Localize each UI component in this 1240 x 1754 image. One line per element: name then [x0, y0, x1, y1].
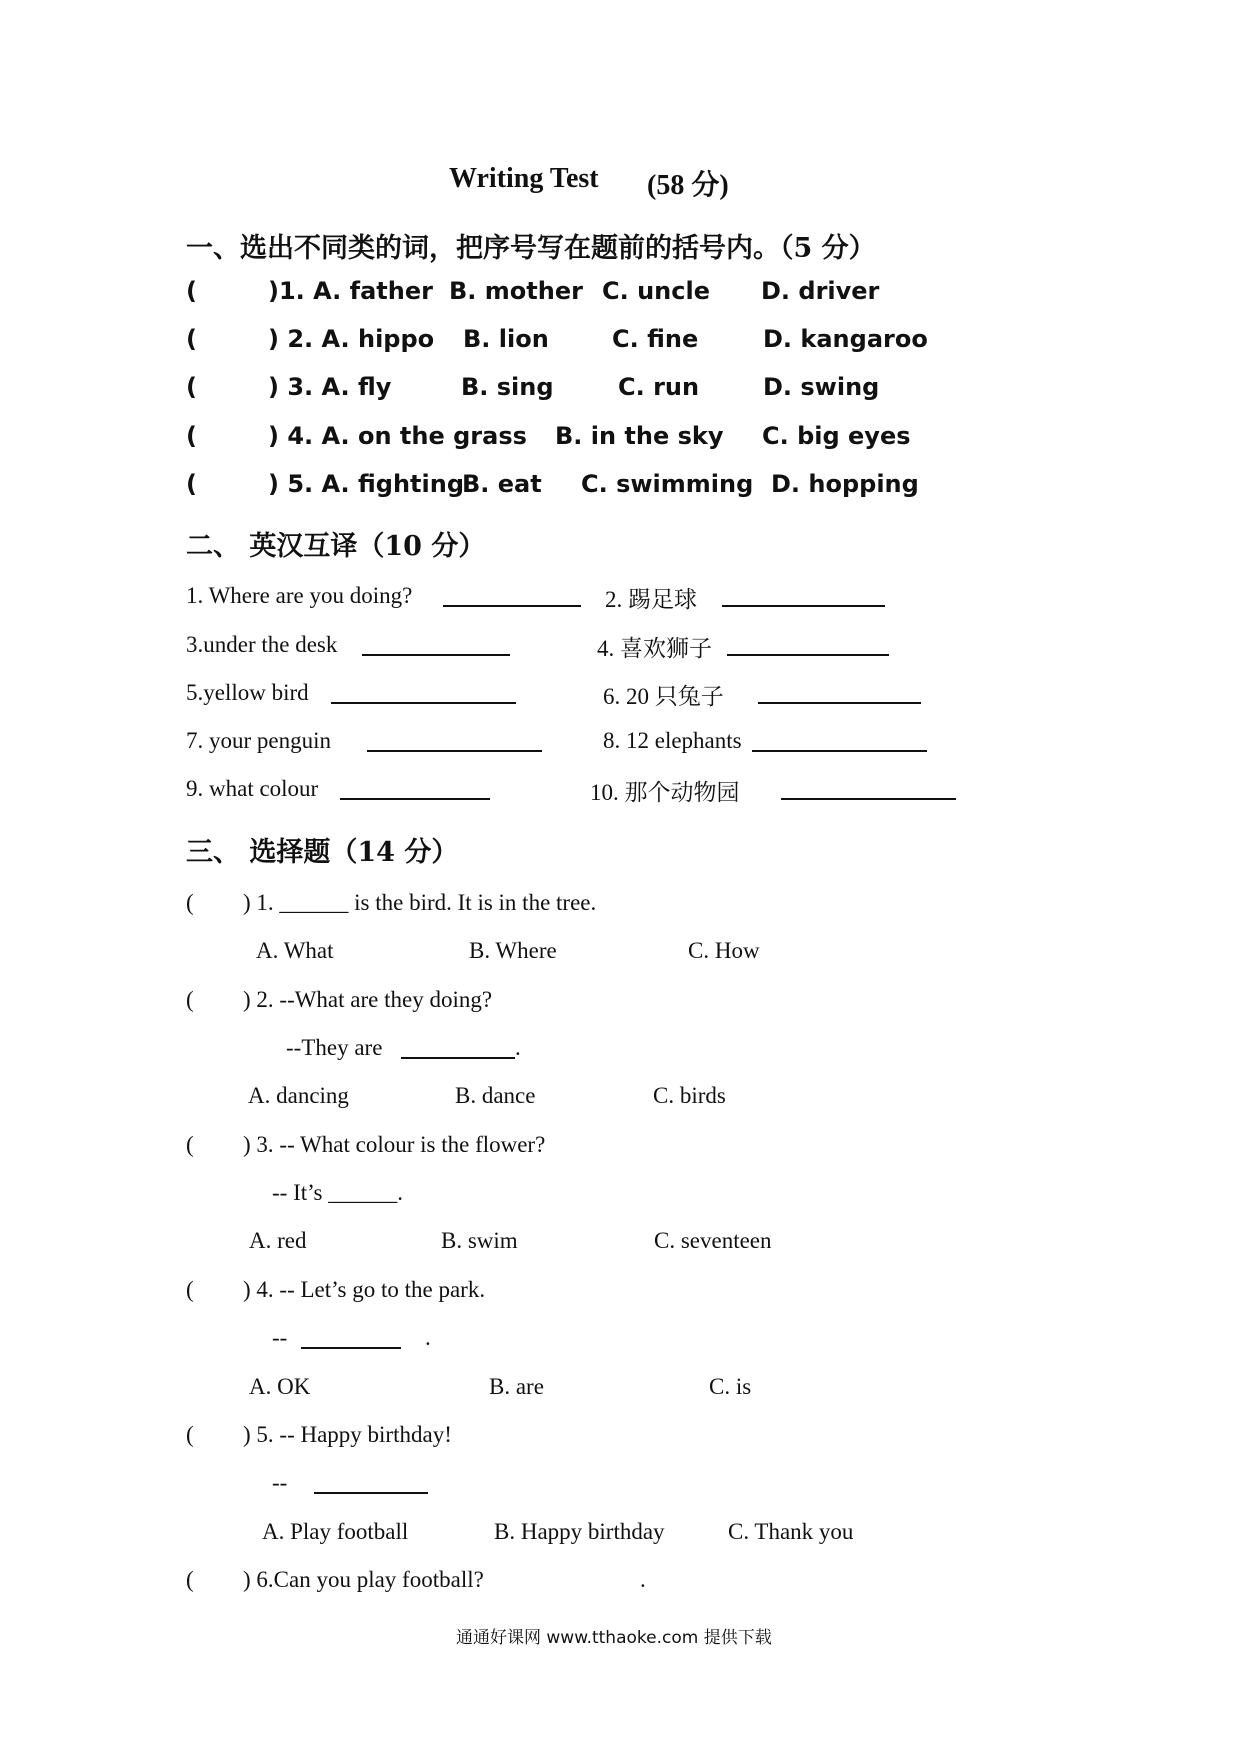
section3-heading: 三、 选择题（14 分） [186, 837, 459, 868]
question-stem: ) 3. -- What colour is the flower? [243, 1132, 546, 1157]
translation-item: 6. 20 只兔子 [603, 684, 724, 709]
answer-blank[interactable] [367, 730, 542, 752]
answer-blank[interactable] [331, 682, 516, 704]
answer-paren: ( [186, 1422, 194, 1447]
question-stem: ) 4. -- Let’s go to the park. [243, 1277, 486, 1302]
option-a: A. dancing [248, 1083, 349, 1108]
question-stem: ) 1. ______ is the bird. It is in the tree. [243, 890, 597, 915]
answer-blank[interactable] [301, 1327, 401, 1349]
option-d: D. kangaroo [763, 325, 928, 353]
answer-blank[interactable] [752, 730, 927, 752]
total-score: (58 分) [647, 170, 729, 201]
answer-paren: ( [186, 373, 197, 401]
translation-item: 10. 那个动物园 [590, 780, 740, 805]
option-a: A. Play football [262, 1519, 409, 1544]
answer-blank[interactable] [781, 778, 956, 800]
question-number: ) 5. A. fighting [268, 470, 465, 498]
answer-blank[interactable] [314, 1472, 428, 1494]
reply-end: . [425, 1325, 431, 1350]
answer-paren: ( [186, 277, 197, 305]
option-b: B. Where [469, 938, 557, 963]
option-d: D. hopping [771, 470, 919, 498]
option-c: C. is [709, 1374, 752, 1399]
option-b: B. in the sky [555, 422, 724, 450]
option-b: B. dance [455, 1083, 536, 1108]
question-stem: ) 6.Can you play football? [243, 1567, 484, 1592]
answer-blank[interactable] [443, 585, 581, 607]
answer-paren: ( [186, 470, 197, 498]
option-b: B. Happy birthday [494, 1519, 665, 1544]
answer-paren: ( [186, 987, 194, 1012]
reply-line: --They are [286, 1035, 383, 1060]
question-number: ) 3. A. fly [268, 373, 392, 401]
question-number: ) 4. A. on the grass [268, 422, 527, 450]
option-c: C. fine [612, 325, 699, 353]
footer-credit: 通通好课网 www.tthaoke.com 提供下载 [456, 1628, 772, 1648]
reply-line: -- [272, 1325, 288, 1350]
option-b: B. sing [461, 373, 554, 401]
answer-paren: ( [186, 1567, 194, 1592]
option-c: C. run [618, 373, 700, 401]
translation-item: 2. 踢足球 [605, 587, 697, 612]
translation-item: 9. what colour [186, 776, 319, 801]
answer-blank[interactable] [758, 682, 921, 704]
option-d: D. swing [763, 373, 880, 401]
option-c: C. swimming [581, 470, 754, 498]
reply-end: . [515, 1035, 521, 1060]
stray-mark: . [640, 1567, 646, 1592]
question-stem: ) 2. --What are they doing? [243, 987, 493, 1012]
option-a: A. What [256, 938, 334, 963]
translation-item: 4. 喜欢狮子 [597, 636, 712, 661]
answer-paren: ( [186, 1277, 194, 1302]
question-number: )1. A. father [268, 277, 433, 305]
translation-item: 8. 12 elephants [603, 728, 742, 753]
answer-blank[interactable] [362, 634, 510, 656]
answer-paren: ( [186, 422, 197, 450]
option-c: C. birds [653, 1083, 726, 1108]
section1-heading: 一、选出不同类的词，把序号写在题前的括号内。（5 分） [186, 233, 876, 264]
option-a: A. OK [249, 1374, 311, 1399]
question-stem: ) 5. -- Happy birthday! [243, 1422, 452, 1447]
question-number: ) 2. A. hippo [268, 325, 435, 353]
translation-item: 3.under the desk [186, 632, 338, 657]
answer-blank[interactable] [401, 1037, 515, 1059]
option-c: C. Thank you [728, 1519, 854, 1544]
answer-paren: ( [186, 890, 194, 915]
option-c: C. How [688, 938, 760, 963]
translation-item: 5.yellow bird [186, 680, 309, 705]
option-d: D. driver [761, 277, 880, 305]
section2-heading: 二、 英汉互译（10 分） [186, 531, 486, 562]
page-title: Writing Test [449, 163, 599, 194]
answer-blank[interactable] [340, 778, 490, 800]
option-c: C. uncle [602, 277, 710, 305]
answer-paren: ( [186, 1132, 194, 1157]
option-b: B. are [489, 1374, 544, 1399]
option-b: B. mother [449, 277, 583, 305]
option-b: B. swim [441, 1228, 518, 1253]
answer-paren: ( [186, 325, 197, 353]
option-c: C. big eyes [762, 422, 911, 450]
translation-item: 7. your penguin [186, 728, 332, 753]
reply-line: -- It’s ______. [272, 1180, 403, 1205]
option-a: A. red [249, 1228, 307, 1253]
reply-line: -- [272, 1470, 288, 1495]
option-b: B. eat [462, 470, 542, 498]
translation-item: 1. Where are you doing? [186, 583, 413, 608]
option-b: B. lion [463, 325, 549, 353]
answer-blank[interactable] [727, 634, 889, 656]
answer-blank[interactable] [722, 585, 885, 607]
option-c: C. seventeen [654, 1228, 772, 1253]
